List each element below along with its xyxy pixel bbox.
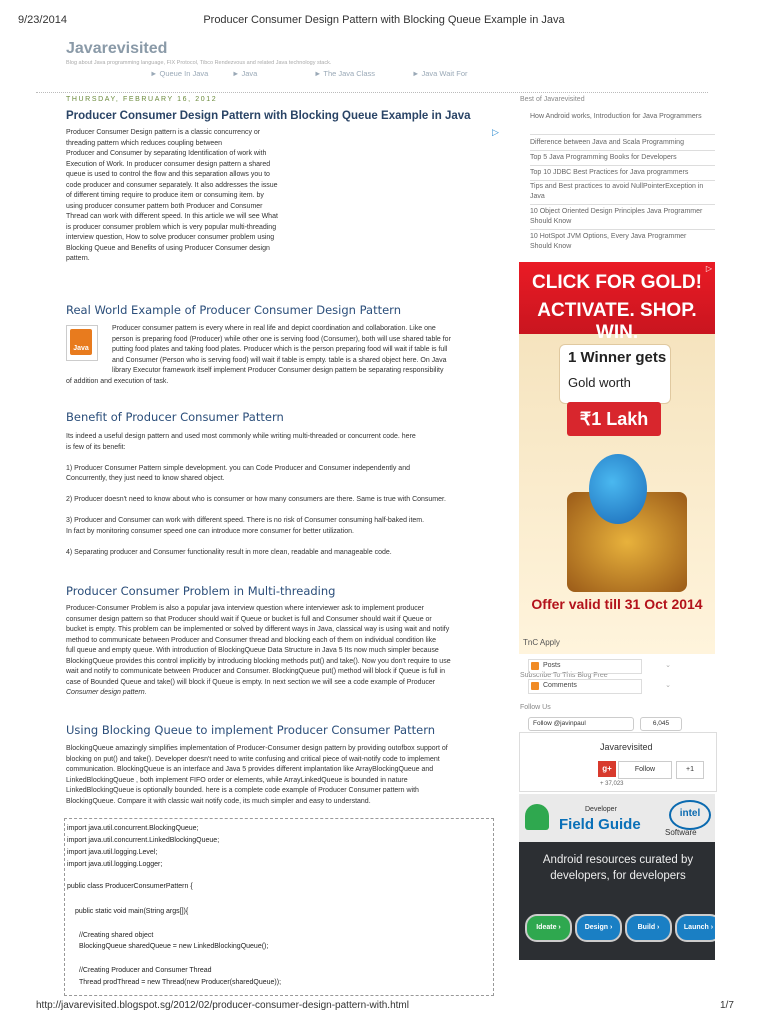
chevron-down-icon[interactable]: ⌄ (665, 682, 671, 689)
sidebar-best-link[interactable]: Difference between Java and Scala Programming (530, 139, 684, 146)
ad-field-guide-title: Field Guide (559, 816, 641, 833)
ad-winner-line: Gold worth (568, 375, 631, 390)
section-body-multithreading (66, 604, 496, 699)
body-line: BlockingQueue. Compare it with classic wait notify code, its much simpler and easy to understand. (66, 797, 371, 805)
gplus-page-name[interactable]: Javarevisited (600, 742, 653, 752)
code-line: import java.util.concurrent.BlockingQueue; (67, 825, 199, 832)
section-body-blocking-queue (66, 744, 496, 807)
sidebar-divider (530, 180, 715, 181)
intro-line: Thread can work with different speed. In this article we will see What (66, 213, 278, 220)
intro-line: code producer and consumer separately. It also addresses the issue (66, 181, 278, 189)
body-line: case of Bounded Queue and take() will block if Queue is empty. In next section we will see a code example of Producer (66, 678, 436, 686)
body-line: Consumer design pattern. (66, 689, 147, 696)
rss-icon (531, 662, 539, 670)
code-line: //Creating shared object (79, 932, 154, 939)
follow-heading: Follow Us (520, 704, 551, 711)
nav-link-java-wait[interactable]: ► Java Wait For (412, 69, 468, 78)
body-line: method to communicate between Producer and Consumer thread and blocking each of them on individual condition like (66, 636, 437, 644)
section-heading-benefit: Benefit of Producer Consumer Pattern (66, 410, 284, 424)
body-line: Concurrently, they just need to know shared object. (66, 475, 225, 482)
intro-line: pattern. (66, 255, 90, 262)
sidebar-divider (530, 134, 715, 135)
subscribe-posts-label: Posts (543, 662, 561, 669)
post-title[interactable]: Producer Consumer Design Pattern with Blocking Queue Example in Java (66, 110, 471, 122)
adchoices-icon[interactable]: ▷ (492, 127, 499, 137)
gplus-follow-button[interactable]: Follow (618, 761, 672, 779)
sidebar-divider (530, 229, 715, 230)
body-line: 3) Producer and Consumer can work with different speed. There is no risk of Consumer consuming half-baked item. (66, 517, 425, 524)
sidebar-best-link[interactable]: 10 Object Oriented Design Principles Java Programmer Should Know (530, 208, 703, 225)
body-line: blocking on put() and take(). Developer doesn't need to write confusing and critical piece of wait-notify code to implement (66, 755, 440, 763)
intro-line: threading pattern which reduces coupling between (66, 139, 223, 147)
subscribe-comments[interactable] (528, 679, 671, 694)
body-line: and Consumer (Person who is serving food) will wait if table is empty. table is a shared object here. On Java (112, 356, 447, 364)
spacer (66, 485, 496, 496)
code-line: BlockingQueue sharedQueue = new LinkedBlockingQueue(); (79, 943, 269, 950)
twitter-follow-button[interactable]: Follow @javinpaul (528, 717, 634, 731)
sidebar-divider (530, 150, 715, 151)
code-line: //Creating Producer and Consumer Thread (79, 967, 212, 974)
subscribe-heading: Subscribe To This Blog Free (520, 672, 608, 679)
intro-line: using producer consumer pattern both Producer and Consumer (66, 202, 263, 210)
section-body-benefit (66, 432, 496, 558)
sidebar-best-link[interactable]: Top 10 JDBC Best Practices for Java programmers (530, 169, 689, 176)
google-plus-badge (519, 732, 717, 792)
intro-line: of different timing require to produce item or consuming item. by (66, 192, 264, 199)
intro-line: Producer Consumer Design pattern is a classic concurrency or (66, 129, 261, 136)
intro-line: Blocking Queue and Benefits of using Producer Consumer design (66, 244, 270, 252)
ad-software-label: Software (665, 828, 697, 837)
section-body-real-world-cont (66, 366, 496, 387)
ad-step-design[interactable]: Design › (575, 914, 622, 942)
body-line: library Executor framework itself implement Producer Consumer design pattern be separating responsibility (112, 367, 444, 374)
print-page-number: 1/7 (720, 1000, 734, 1011)
body-line: communication. BlockingQueue is an interface and Java 5 provides different implantation like ArrayBlockingQueue and (66, 766, 434, 773)
spacer (66, 453, 496, 464)
body-line: Producer consumer pattern is every where in real life and depict coordination and collaboration. Like one (112, 325, 436, 332)
ad-message: Android resources curated by developers, for developers (542, 854, 694, 882)
intro-line: Producer and Consumer by separating Identification of work with (66, 150, 267, 157)
print-document-title: Producer Consumer Design Pattern with Blocking Queue Example in Java (203, 14, 565, 26)
chevron-down-icon[interactable]: ⌄ (665, 662, 671, 669)
subscribe-posts[interactable] (528, 659, 671, 674)
body-line: wait and notify to communicate between Producer and Consumer. BlockingQueue put() method will block if Queue is full in (66, 668, 445, 675)
sidebar-best-link[interactable]: Tips and Best practices to avoid NullPointerException in Java (530, 183, 704, 200)
ad-developer-label: Developer (585, 806, 617, 813)
post-date: THURSDAY, FEBRUARY 16, 2012 (66, 96, 218, 103)
body-line: LinkedBlockingQueue , both implement FIFO order or elements, while ArrayLinkedQueue is bounded in nature (66, 776, 408, 784)
sidebar-best-heading: Best of Javarevisited (520, 96, 585, 103)
code-line: public class ProducerConsumerPattern { (67, 883, 193, 890)
intel-android-ad[interactable] (519, 794, 715, 960)
ad-steps (525, 914, 715, 942)
mascot-image (589, 454, 647, 524)
body-line: bucket is empty. This problem can be implemented or solved by different ways in Java, classical way is using wait and notify (66, 626, 450, 633)
body-line: LinkedBlockingQueue is optionally bounded. here is a complete code example of Producer Consumer pattern with (66, 787, 419, 794)
nav-link-queue[interactable]: ► Queue In Java (150, 69, 209, 78)
body-line: 1) Producer Consumer Pattern simple development. you can Code Producer and Consumer independently and (66, 464, 410, 472)
print-footer-url: http://javarevisited.blogspot.sg/2012/02/producer-consumer-design-pattern-with.html (36, 1000, 409, 1011)
ad-tnc-text: TnC Apply (523, 638, 560, 647)
intro-line: interview question, How to solve producer consumer problem using (66, 234, 275, 241)
blog-header (66, 40, 406, 66)
body-line: consumer design pattern so that Producer should wait if Queue or bucket is full and Consumer should wait if Queue or (66, 615, 432, 623)
gold-promo-ad[interactable] (519, 262, 715, 654)
body-line: Producer-Consumer Problem is also a popular java interview question where interviewer ask to implement producer (66, 605, 424, 612)
body-line: is few of its benefit: (66, 443, 126, 451)
code-line: import java.util.logging.Logger; (67, 861, 163, 868)
body-line: person is preparing food (Producer) while other one is serving food (Consumer), both will use shared table for (112, 335, 451, 343)
gplus-follower-count: + 37,023 (600, 781, 624, 787)
section-heading-real-world: Real World Example of Producer Consumer Design Pattern (66, 303, 401, 317)
nav-link-java-class[interactable]: ► The Java Class (314, 69, 376, 78)
body-line: Its indeed a useful design pattern and used most commonly while writing multi-threaded or concurrent code. here (66, 433, 416, 440)
intro-line: queue is used to control the flow and this separation allows you to (66, 171, 270, 178)
section-body-real-world (112, 324, 492, 366)
body-line: BlockingQueue provides this control implicitly by introducing blocking methods put() and take(). Now you don't require to use (66, 657, 451, 665)
body-line: 4) Separating producer and Consumer functionality result in more clean, readable and manageable code. (66, 548, 392, 556)
nav-link-java[interactable]: ► Java (232, 69, 258, 78)
sidebar-divider (530, 204, 715, 205)
ad-winner-line: 1 Winner gets (568, 349, 667, 366)
section-heading-blocking-queue: Using Blocking Queue to implement Producer Consumer Pattern (66, 723, 436, 737)
blog-tagline: Blog about Java programming language, FIX Protocol, Tibco Rendezvous and related Java technology stack. (66, 60, 332, 66)
body-line: In fact by monitoring consumer speed one can introduce more consumer for better utilization. (66, 527, 354, 535)
section-heading-multithreading: Producer Consumer Problem in Multi-threading (66, 584, 336, 598)
print-date: 9/23/2014 (18, 14, 67, 26)
ad-offer-text: Offer valid till 31 Oct 2014 (531, 596, 703, 612)
spacer (66, 537, 496, 548)
ad-step-build[interactable]: Build › (625, 914, 672, 942)
ad-step-launch[interactable]: Launch › (675, 914, 715, 942)
code-line: import java.util.concurrent.LinkedBlockingQueue; (67, 837, 220, 844)
google-plus-icon: g+ (598, 761, 616, 777)
subscribe-comments-label: Comments (543, 682, 577, 689)
body-line: full queue and empty queue. With introduction of BlockingQueue Data Structure in Java 5 Its now much simpler because (66, 647, 439, 654)
sidebar-best-link[interactable]: 10 HotSpot JVM Options, Every Java Programmer Should Know (530, 233, 687, 250)
gplus-plus-one-button[interactable]: +1 (676, 761, 704, 779)
code-line: import java.util.logging.Level; (67, 849, 158, 856)
ad-step-ideate[interactable]: Ideate › (525, 914, 572, 942)
topic-nav (150, 69, 494, 78)
intro-line: Execution of Work. In producer consumer design pattern a shared (66, 160, 271, 168)
intel-logo: intel (669, 800, 711, 830)
twitter-follower-count: 6,045 (640, 717, 682, 731)
blog-name[interactable]: Javarevisited (66, 40, 168, 57)
code-block[interactable] (64, 818, 494, 996)
ad-marker-icon[interactable]: ▷ (705, 264, 712, 273)
java-logo-mark: Java (70, 329, 92, 355)
java-logo (66, 325, 98, 361)
body-line: BlockingQueue amazingly simplifies implementation of Producer-Consumer design pattern by providing outofbox support of (66, 745, 448, 752)
ad-prize-badge: ₹1 Lakh (567, 402, 661, 436)
sidebar-divider (530, 165, 715, 166)
sidebar-best-link[interactable]: Top 5 Java Programming Books for Developers (530, 154, 677, 161)
intro-line: is producer consumer problem which is very popular multi-threading (66, 223, 277, 231)
body-line: putting food plates and taking food plates. Producer which is the person preparing food will wait if table is full (112, 346, 448, 353)
ad-subheadline: ACTIVATE. SHOP. WIN. (537, 300, 697, 343)
android-icon (525, 804, 549, 830)
code-line: Thread prodThread = new Thread(new Producer(sharedQueue)); (79, 979, 282, 986)
code-line: public static void main(String args[]){ (75, 908, 189, 915)
rss-icon (531, 682, 539, 690)
post-intro (66, 128, 316, 265)
sidebar-best-link[interactable]: How Android works, Introduction for Java Programmers (530, 113, 702, 120)
body-line: of addition and execution of task. (66, 377, 169, 385)
ad-headline: CLICK FOR GOLD! (532, 272, 702, 293)
header-divider (36, 92, 708, 93)
spacer (66, 506, 496, 517)
ad-winner-card (559, 344, 671, 404)
body-line: 2) Producer doesn't need to know about who is consumer or how many consumers are there. Same is true with Consumer. (66, 496, 446, 503)
